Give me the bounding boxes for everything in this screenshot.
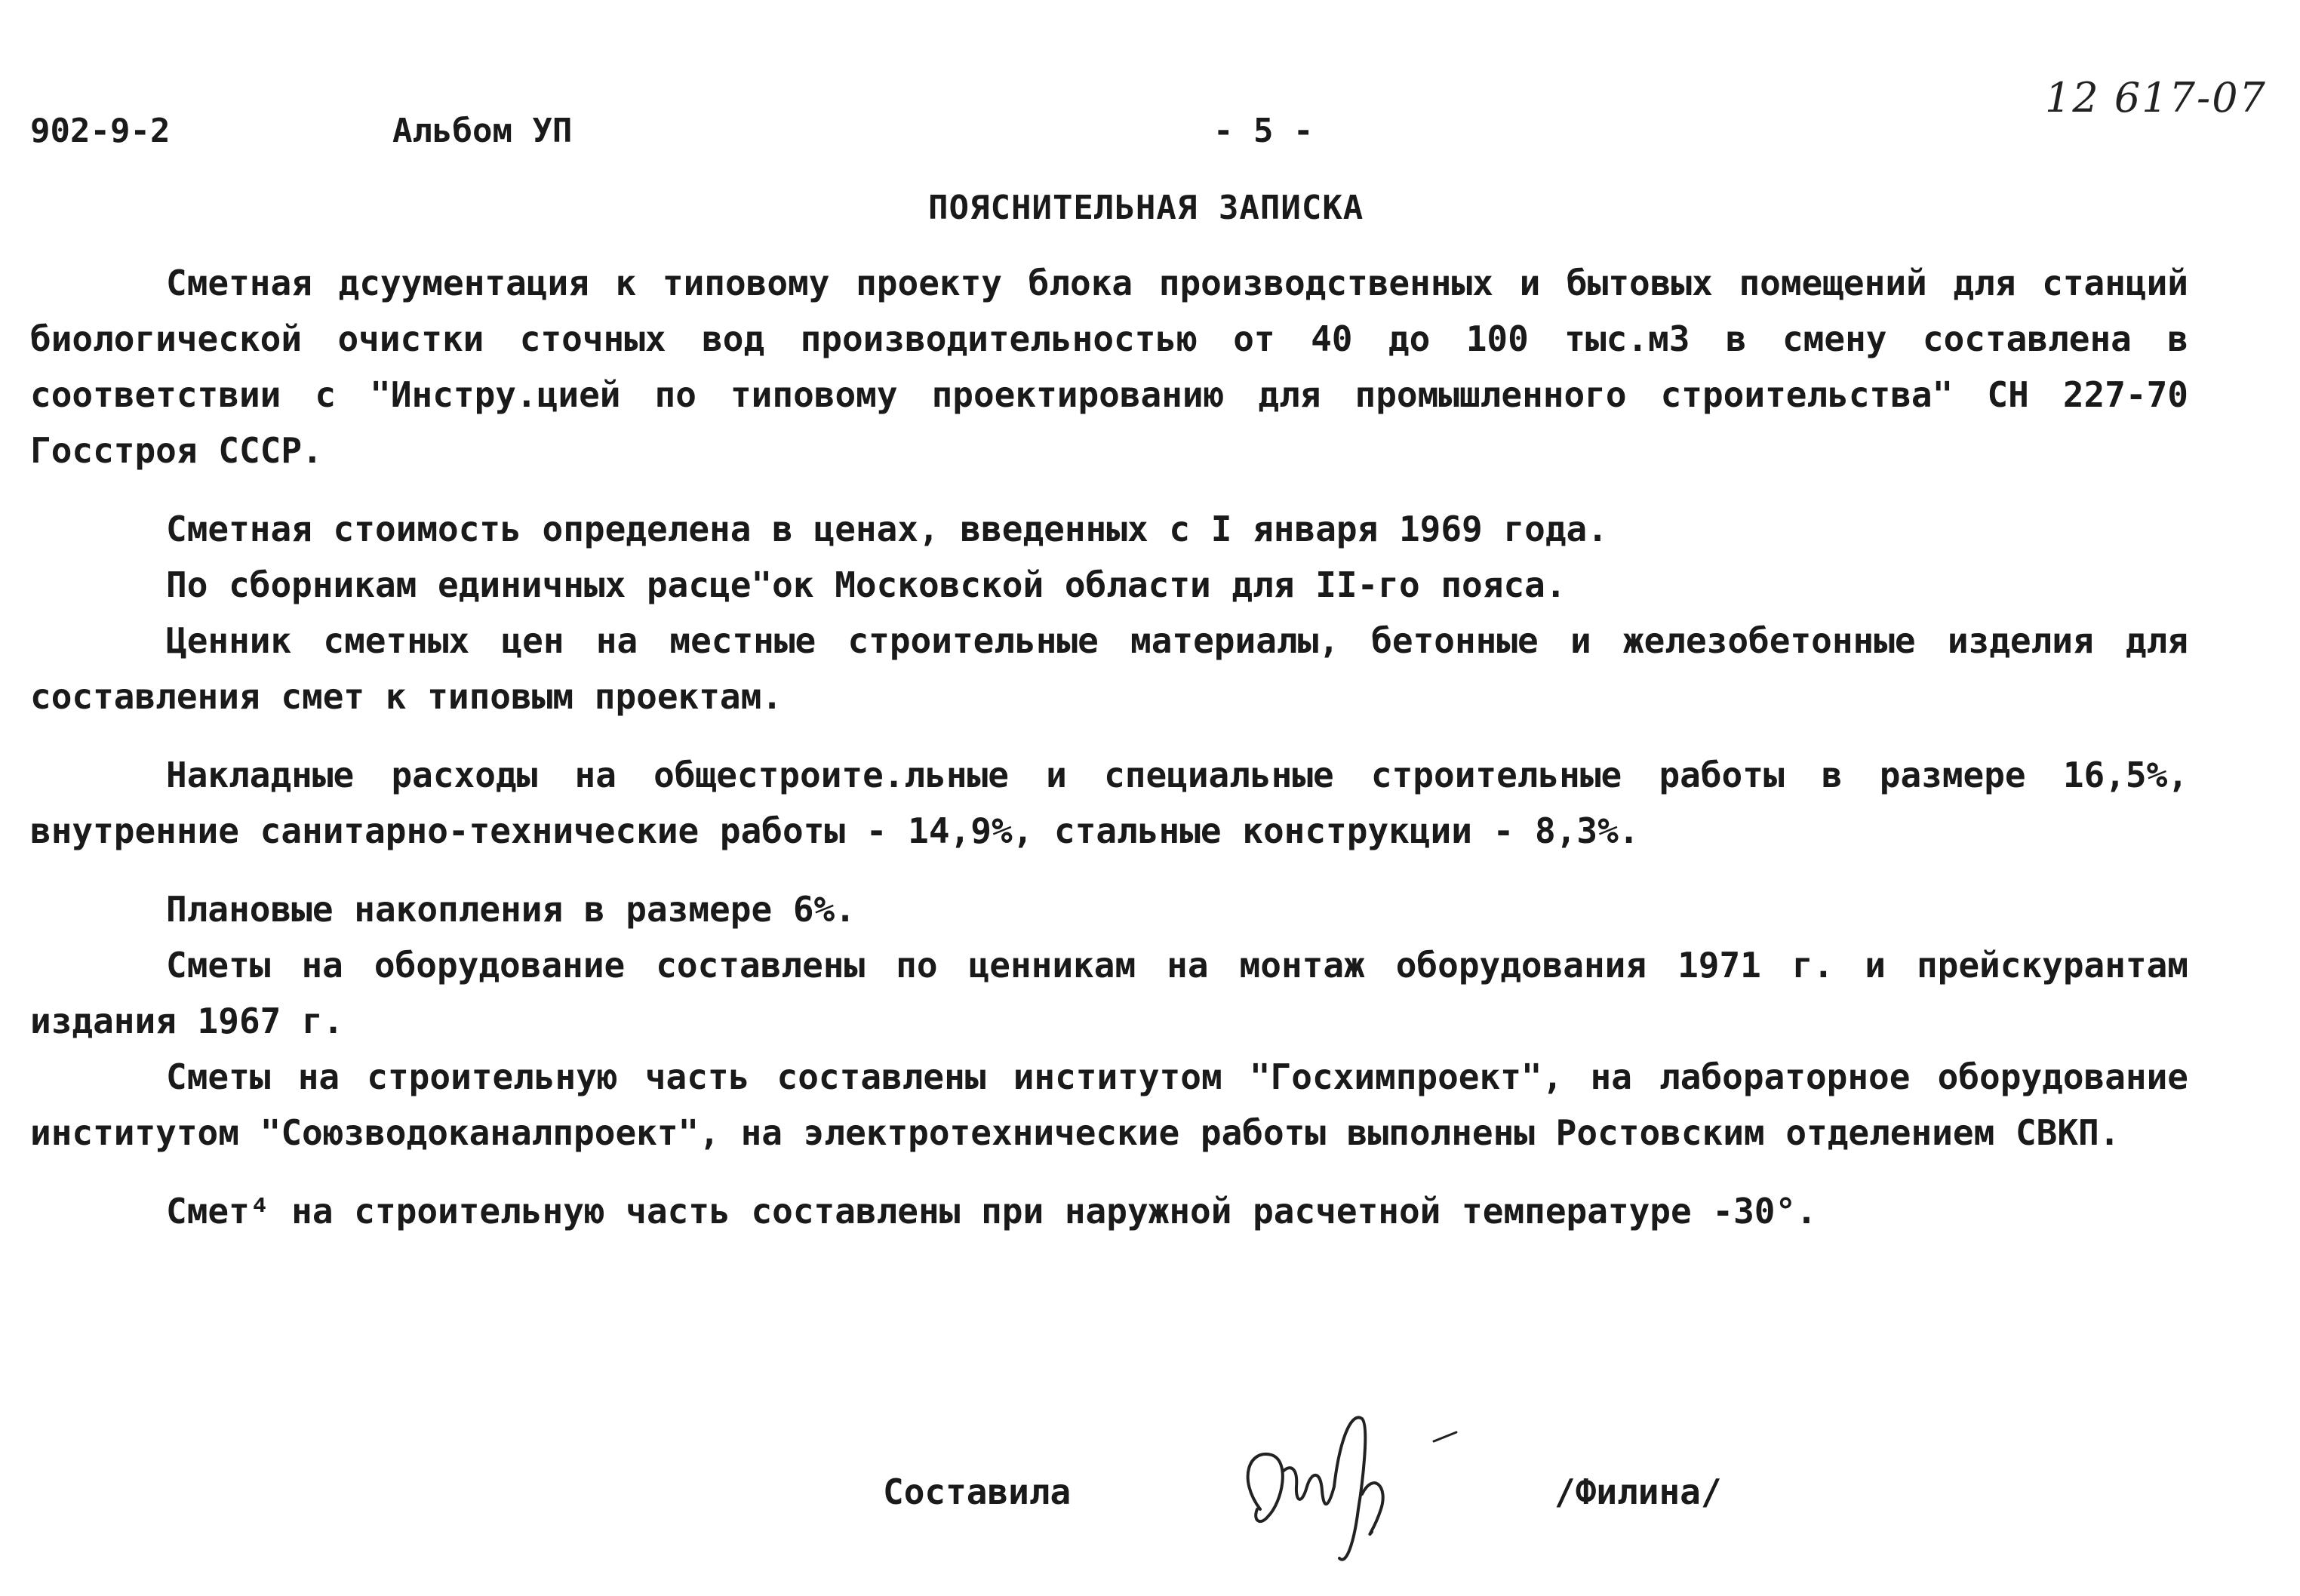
paragraph-overhead: Накладные расходы на общестроите.льные и специальные строительные работы в размере 16,5%, внутренние санитарно-технические работы - 14,9%, стальные конструкции - 8,3%. (30, 755, 2188, 851)
document-title: ПОЯСНИТЕЛЬНАЯ ЗАПИСКА (928, 189, 1364, 227)
signature-block (0, 1456, 2300, 1577)
paragraph-price-list: Ценник сметных цен на местные строительные материалы, бетонные и железобетонные изделия для составления смет к типовым проектам. (30, 620, 2188, 717)
paragraph-authors: Сметы на строительную часть составлены институтом "Госхимпроект", на лабораторное оборудование институтом "Союзводоканалпроект", на электротехнические работы выполнены Ростовским отделением СВКП. (30, 1056, 2188, 1153)
paragraph-savings: Плановые накопления в размере 6%. (166, 889, 856, 930)
paragraph-prices: Сметная стоимость определена в ценах, введенных с I января 1969 года. (166, 509, 1608, 549)
handwritten-archive-number: 12 617-07 (2045, 74, 2267, 121)
album-label: Альбом УП (392, 112, 573, 150)
paragraph-intro: Сметная дсуументация к типовому проекту блока производственных и бытовых помещений для станций биологической очистки сточных вод производительностью от 40 до 100 тыс.м3 в смену составлена в соответствии с "Инстру.цией по типовому проектированию для промышленного строительства" СН 227-70 Госстроя СССР. (30, 263, 2188, 471)
paragraph-equipment: Сметы на оборудование составлены по ценникам на монтаж оборудования 1971 г. и прейскурантам издания 1967 г. (30, 945, 2188, 1041)
page-number: - 5 - (1213, 112, 1314, 150)
paragraph-collections: По сборникам единичных расце"ок Московской области для II-го пояса. (166, 564, 1567, 605)
paragraph-temperature: Смет⁴ на строительную часть составлены при наружной расчетной температуре -30°. (166, 1191, 1817, 1232)
series-code: 902-9-2 (30, 112, 171, 150)
handwritten-signature (1207, 1396, 1479, 1577)
signature-name: /Филина/ (1554, 1471, 1722, 1512)
signature-label: Составила (883, 1471, 1072, 1512)
document-body (30, 255, 2188, 1239)
